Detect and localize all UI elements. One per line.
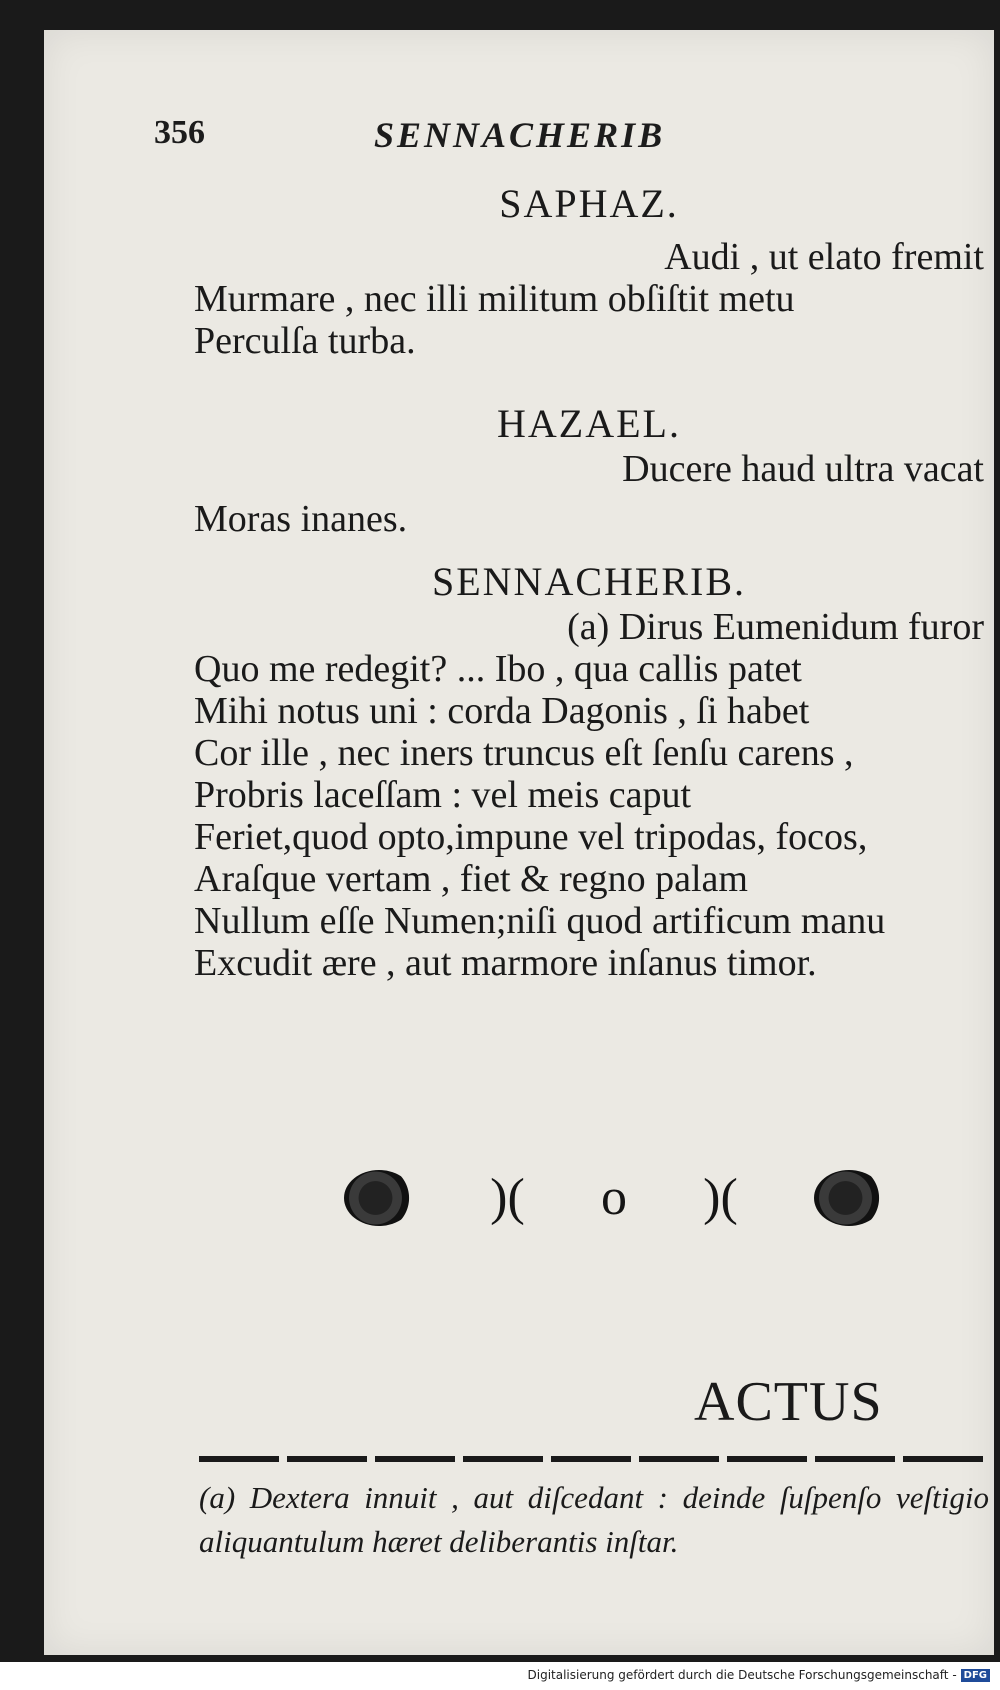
speaker-name: SENNACHERIB. <box>431 559 747 604</box>
page-header <box>44 114 994 164</box>
footnote-rule <box>199 1456 989 1462</box>
printers-ornament <box>344 1158 884 1238</box>
ornament-glyph: o <box>600 1169 627 1226</box>
speech-sennacherib <box>194 558 984 984</box>
verse-line: Probris laceſſam : vel meis caput <box>194 774 692 816</box>
speaker-name: HAZAEL. <box>497 401 681 446</box>
verse-line: Nullum eſſe Numen;niſi quod artificum manu <box>194 900 886 942</box>
credit-text: Digitalisierung gefördert durch die Deutsche Forschungsgemeinschaft - <box>527 1668 957 1682</box>
verse-line: Feriet,quod opto,impune vel tripodas, focos, <box>194 816 868 858</box>
verse-line: Excudit ære , aut marmore inſanus timor. <box>194 942 817 984</box>
verse-line: Mihi notus uni : corda Dagonis , ſi habet <box>194 690 810 732</box>
page-number: 356 <box>154 114 205 151</box>
verse-line: Audi , ut elato fremit <box>664 236 984 278</box>
verse-line: Ducere haud ultra vacat <box>622 448 984 490</box>
verse-line: Perculſa turba. <box>194 320 416 362</box>
verse-line: Murmare , nec illi militum obſiſtit metu <box>194 278 795 320</box>
catchword: ACTUS <box>694 1371 883 1433</box>
footnote: (a) Dextera innuit , aut diſcedant : deinde ſuſpenſo veſtigio aliquantulum hæret deliberantis inſtar. <box>199 1480 989 1559</box>
fleuron-right-icon <box>814 1170 884 1226</box>
ornament-glyph: )( <box>490 1169 525 1226</box>
running-title: SENNACHERIB <box>374 115 666 155</box>
dfg-logo: DFG <box>961 1669 990 1682</box>
book-page <box>44 30 994 1655</box>
speaker-name: SAPHAZ. <box>499 181 679 226</box>
speech-hazael <box>194 400 984 540</box>
verse-line: Quo me redegit? ... Ibo , qua callis patet <box>194 648 802 690</box>
digitization-credit <box>528 1668 991 1682</box>
verse-line: (a) Dirus Eumenidum furor <box>567 606 984 648</box>
verse-line: Cor ille , nec iners truncus eſt ſenſu carens , <box>194 732 854 774</box>
fleuron-left-icon <box>344 1170 414 1226</box>
verse-line: Moras inanes. <box>194 498 408 540</box>
verse-line: Araſque vertam , fiet & regno palam <box>194 858 748 900</box>
ornament-glyph: )( <box>703 1169 738 1226</box>
speech-saphaz <box>194 180 984 362</box>
